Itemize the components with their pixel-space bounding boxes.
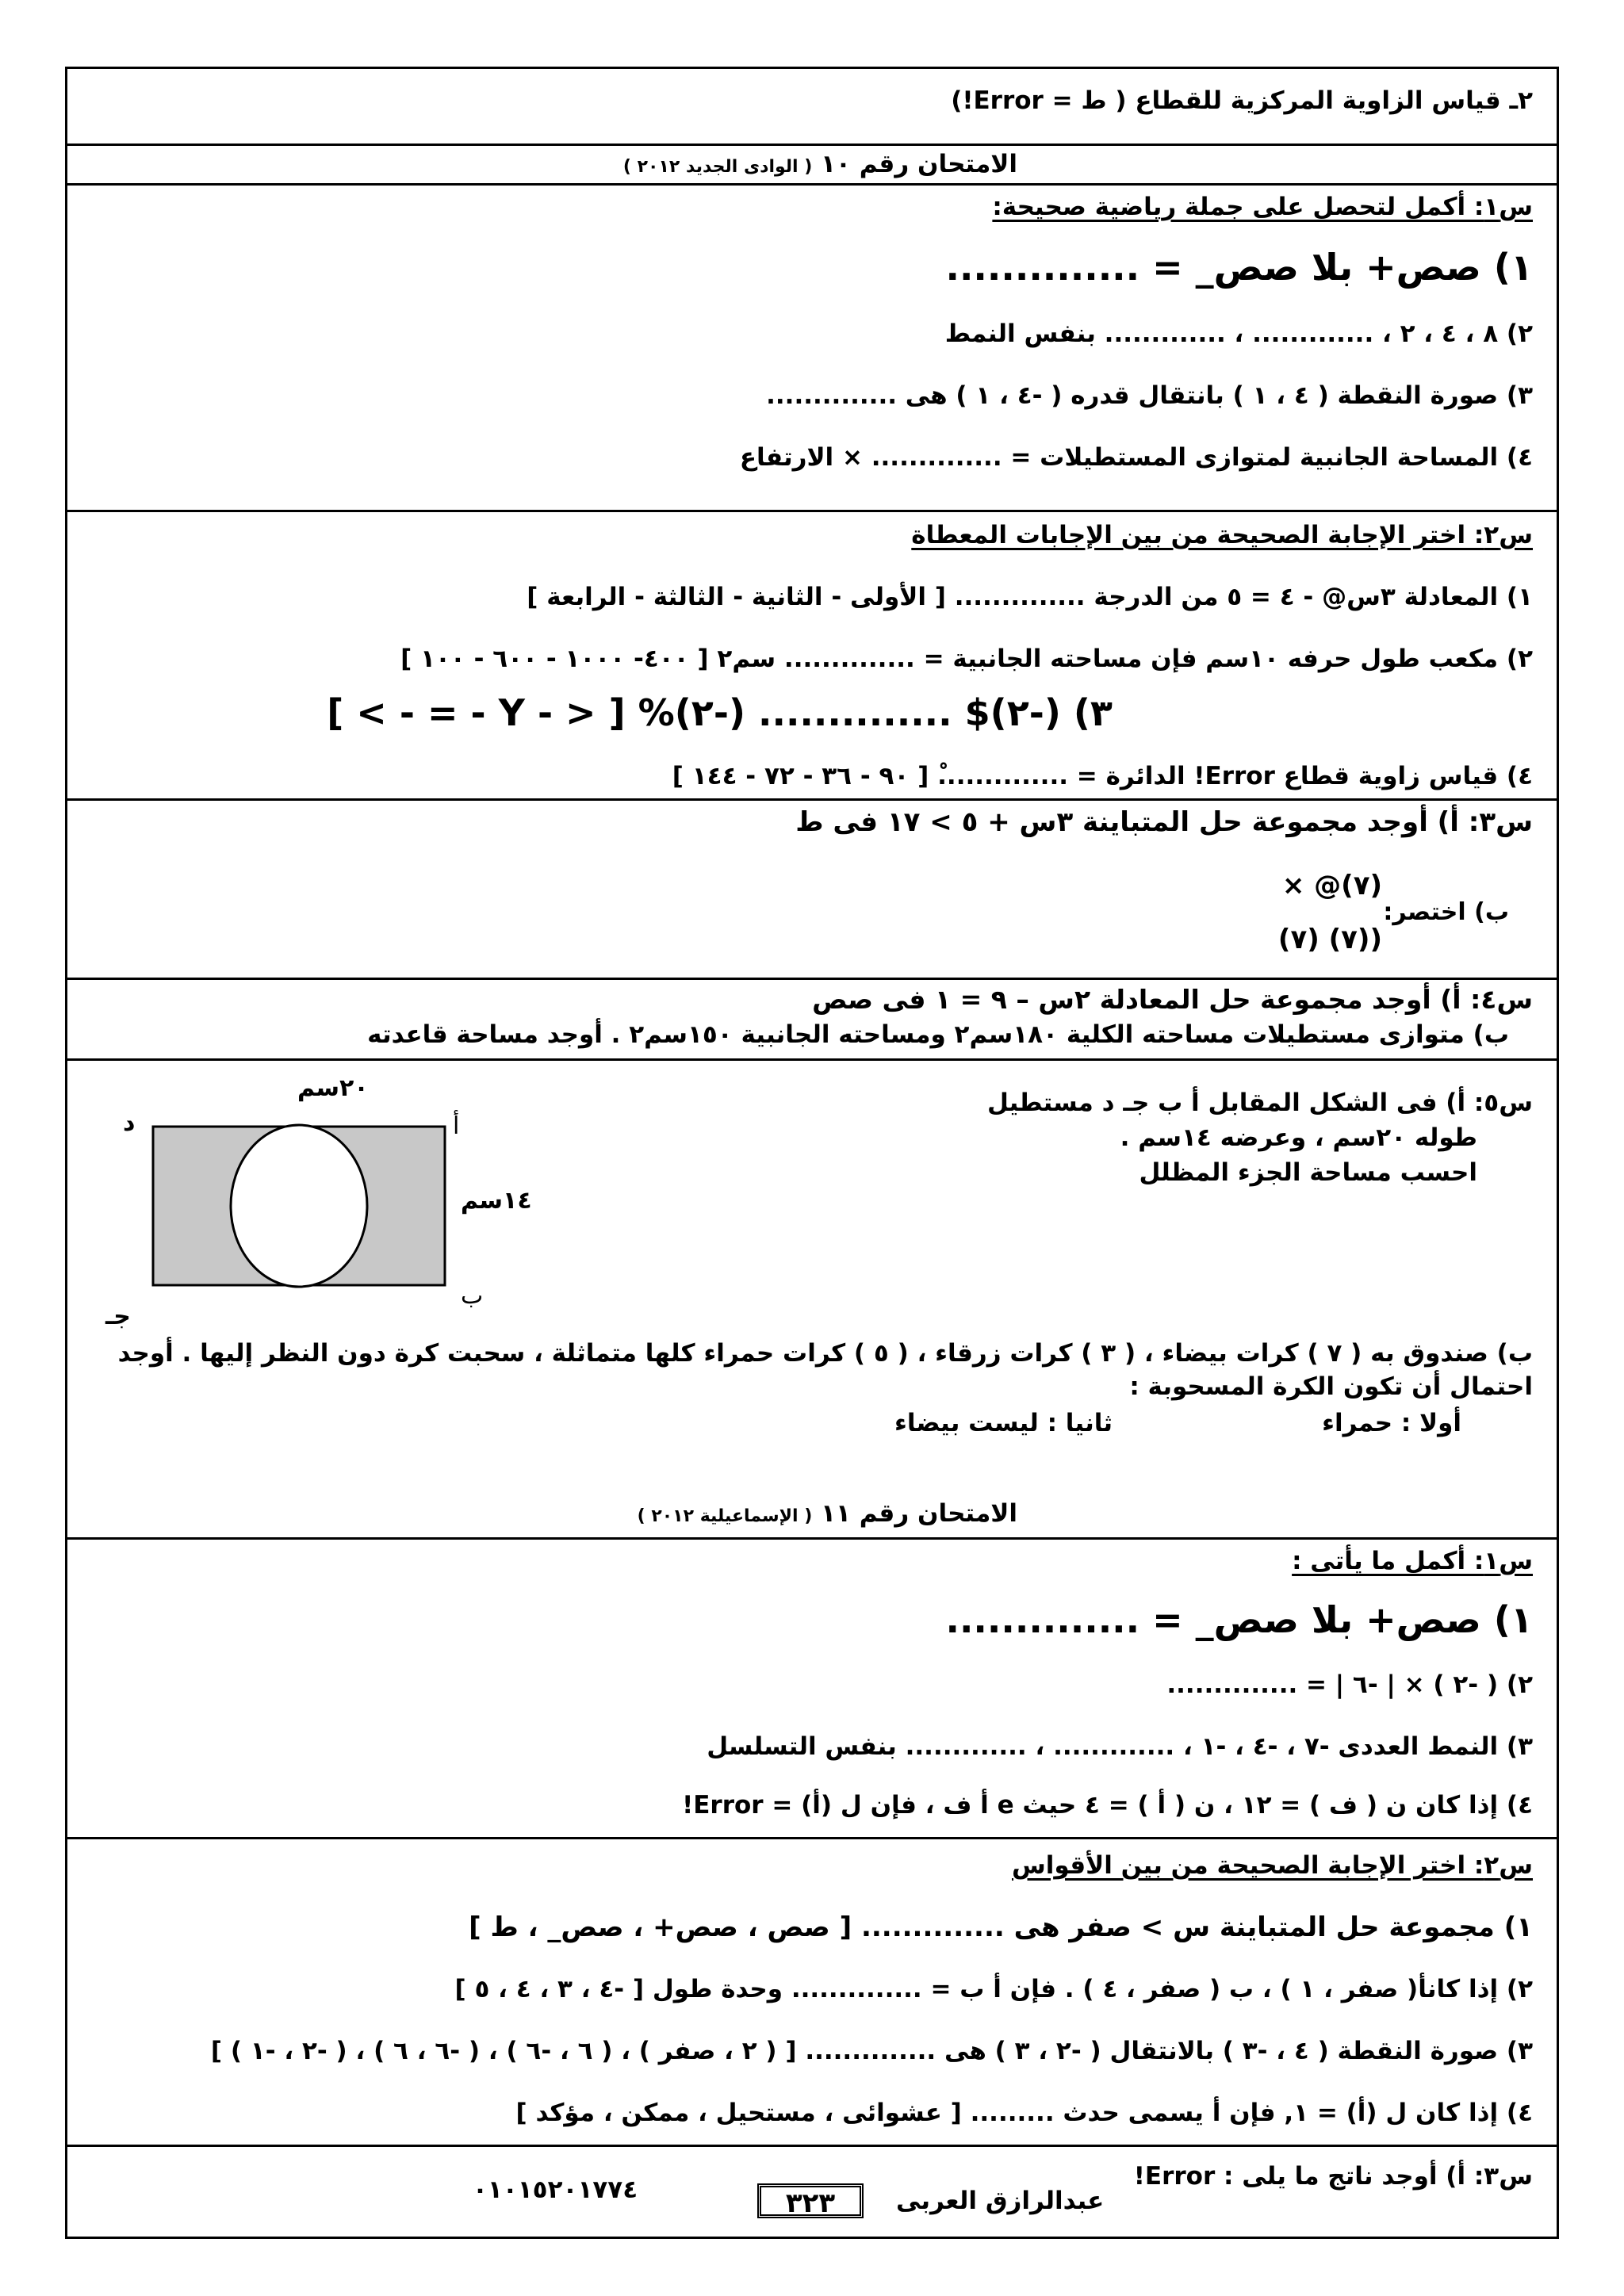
divider [67, 798, 1557, 801]
exam-11-source: ( الإسماعيلية ٢٠١٢ ) [637, 1506, 813, 1526]
exam-10-q1-item-4: ٤) المساحة الجانبية لمتوازى المستطيلات = .............. × الارتفاع [739, 443, 1533, 472]
exam-10-q3-part-a: س٣: أ) أوجد مجموعة حل المتباينة ٣س + ٥ > ١٧ فى ط [795, 806, 1533, 838]
exam-10-q2-heading: س٢: اختر الإجابة الصحيحة من بين الإجابات المعطاة [911, 521, 1533, 549]
exam-10-q4-part-a: س٤: أ) أوجد مجموعة حل المعادلة ٢س – ٩ = ١ فى صص [812, 984, 1533, 1015]
exam-10-q5-a-line-2: طوله ٢٠سم ، وعرضه ١٤سم . [1120, 1123, 1477, 1152]
exam-11-q2-item-3: ٣) صورة النقطة ( ٤ ، -٣ ) بالانتقال ( -٢ ، ٣ ) هى .............. [ ( ٢ ، صفر ) ، ( ٦ ، -٦ ) ، ( -٦ ، ٦ ) ، ( -٢ ، -١ ) ] [210, 2037, 1533, 2065]
exam-10-q5-a-line-3: احسب مساحة الجزء المظلل [1139, 1158, 1477, 1187]
exam-10-q3-fraction-numerator: (٧)@ × [1281, 870, 1382, 901]
divider [67, 510, 1557, 512]
footer-author: عبدالرازق العربى [896, 2187, 1105, 2215]
figure-width-label: ١٤سم [461, 1187, 532, 1215]
divider [67, 1058, 1557, 1061]
divider [67, 183, 1557, 186]
divider [67, 1537, 1557, 1540]
exam-11-q1-item-3: ٣) النمط العددى -٧ ، -٤ ، -١ ، ............. ، ............. بنفس التسلسل [707, 1732, 1533, 1761]
divider [67, 144, 1557, 146]
exam-10-q3-part-b-label: ب) اختصر: [1383, 898, 1509, 926]
figure-vertex-b: ب [461, 1282, 484, 1310]
divider [67, 1837, 1557, 1839]
exam-11-q2-item-1: ١) مجموعة حل المتباينة س > صفر هى .............. [ صص ، صص+ ، صص_ ، ط ] [469, 1911, 1533, 1943]
exam-11-q2-item-2: ٢) إذا كانأ( صفر ، ١ ) ، ب ( صفر ، ٤ ) . فإن أ ب = .............. وحدة طول [ -٤ ، ٣ ، ٤ ، ٥ ] [454, 1975, 1533, 2003]
previous-exam-question: ٢ـ قياس الزاوية المركزية للقطاع ( ط = Error!) [951, 86, 1533, 115]
exam-10-source: ( الوادى الجديد ٢٠١٢ ) [622, 157, 813, 177]
exam-11-q1-item-2: ٢) ( -٢ ) × | -٦ | = .............. [1166, 1670, 1533, 1699]
exam-10-q2-item-4: ٤) قياس زاوية قطاع Error! الدائرة = ..............ْ [ ٩٠ - ٣٦ - ٧٢ - ١٤٤ ] [672, 762, 1533, 790]
footer-phone: ٠١٠١٥٢٠١٧٧٤ [473, 2175, 638, 2204]
exam-10-q1-item-1: ١) صص+ بلا صص_ = .............. [945, 246, 1533, 289]
exam-11-q1-item-1: ١) صص+ بلا صص_ = .............. [945, 1598, 1533, 1641]
exam-10-q3-fraction-denominator: ((٧) (٧) [1277, 924, 1382, 955]
exam-11-q2-heading: س٢: اختر الإجابة الصحيحة من بين الأقواس [1012, 1851, 1533, 1880]
figure-vertex-a: أ [453, 1112, 460, 1140]
exam-11-q1-heading: س١: أكمل ما يأتى : [1292, 1547, 1533, 1575]
exam-10-q2-item-2: ٢) مكعب طول حرفه ١٠سم فإن مساحته الجانبية = .............. سم٢ [ ٤٠٠- ١٠٠٠ - ٦٠٠ - ١٠٠ ] [400, 645, 1533, 673]
exam-10-q5-b-line-2: احتمال أن تكون الكرة المسحوبة : [1129, 1372, 1533, 1401]
exam-11-title-text: الامتحان رقم ١١ [821, 1499, 1017, 1528]
exam-11-q2-item-4: ٤) إذا كان ل (أ) = ١, فإن أ يسمى حدث ......... [ عشوائى ، مستحيل ، ممكن ، مؤكد ] [515, 2099, 1533, 2127]
exam-10-q1-item-2: ٢) ٨ ، ٤ ، ٢ ، ............. ، ............. بنفس النمط [944, 320, 1533, 348]
divider [67, 978, 1557, 980]
exam-11-title [638, 1499, 1017, 1528]
exam-10-q2-item-1: ١) المعادلة ٣س@ - ٤ = ٥ من الدرجة .............. [ الأولى - الثانية - الثالثة - الرابعة ] [527, 583, 1533, 611]
exam-10-q2-item-3: ٣) (-٢)$ .............. (-٢)% [ < - Y - = - > ] [327, 691, 1113, 734]
white-circle [231, 1125, 367, 1287]
figure-vertex-c: جـ [105, 1303, 131, 1330]
divider [67, 2145, 1557, 2147]
exam-10-title-text: الامتحان رقم ١٠ [821, 150, 1017, 178]
exam-10-q1-item-3: ٣) صورة النقطة ( ٤ ، ١ ) بانتقال قدره ( -٤ ، ١ ) هى .............. [766, 381, 1533, 410]
page-frame [65, 67, 1559, 2239]
exam-10-q5-b-second: ثانيا : ليست بيضاء [894, 1409, 1113, 1437]
exam-10-q5-b-line-1: ب) صندوق به ( ٧ ) كرات بيضاء ، ( ٣ ) كرات زرقاء ، ( ٥ ) كرات حمراء كلها متماثلة ، سحبت كرة دون النظر إليها . أوجد [117, 1339, 1533, 1368]
figure-length-label: ٢٠سم [297, 1074, 369, 1102]
exam-10-title [623, 150, 1017, 178]
exam-10-q5-a-line-1: س٥: أ) فى الشكل المقابل أ ب جـ د مستطيل [986, 1089, 1533, 1117]
exam-11-q1-item-4: ٤) إذا كان ن ( ف ) = ١٢ ، ن ( أ ) = ٤ حيث e أ ف ، فإن ل (أ) = Error! [682, 1791, 1533, 1820]
exam-11-q3-part-a: س٣: أ) أوجد ناتج ما يلى : Error! [1133, 2162, 1533, 2191]
exam-10-q1-heading: س١: أكمل لتحصل على جملة رياضية صحيحة: [992, 193, 1533, 221]
exam-10-q4-part-b: ب) متوازى مستطيلات مساحته الكلية ١٨٠سم٢ ومساحته الجانبية ١٥٠سم٢ . أوجد مساحة قاعدته [367, 1020, 1509, 1049]
figure-vertex-d: د [123, 1109, 136, 1137]
exam-10-q5-b-first: أولا : حمراء [1322, 1409, 1461, 1437]
footer-page-number: ٣٢٣ [757, 2183, 864, 2218]
